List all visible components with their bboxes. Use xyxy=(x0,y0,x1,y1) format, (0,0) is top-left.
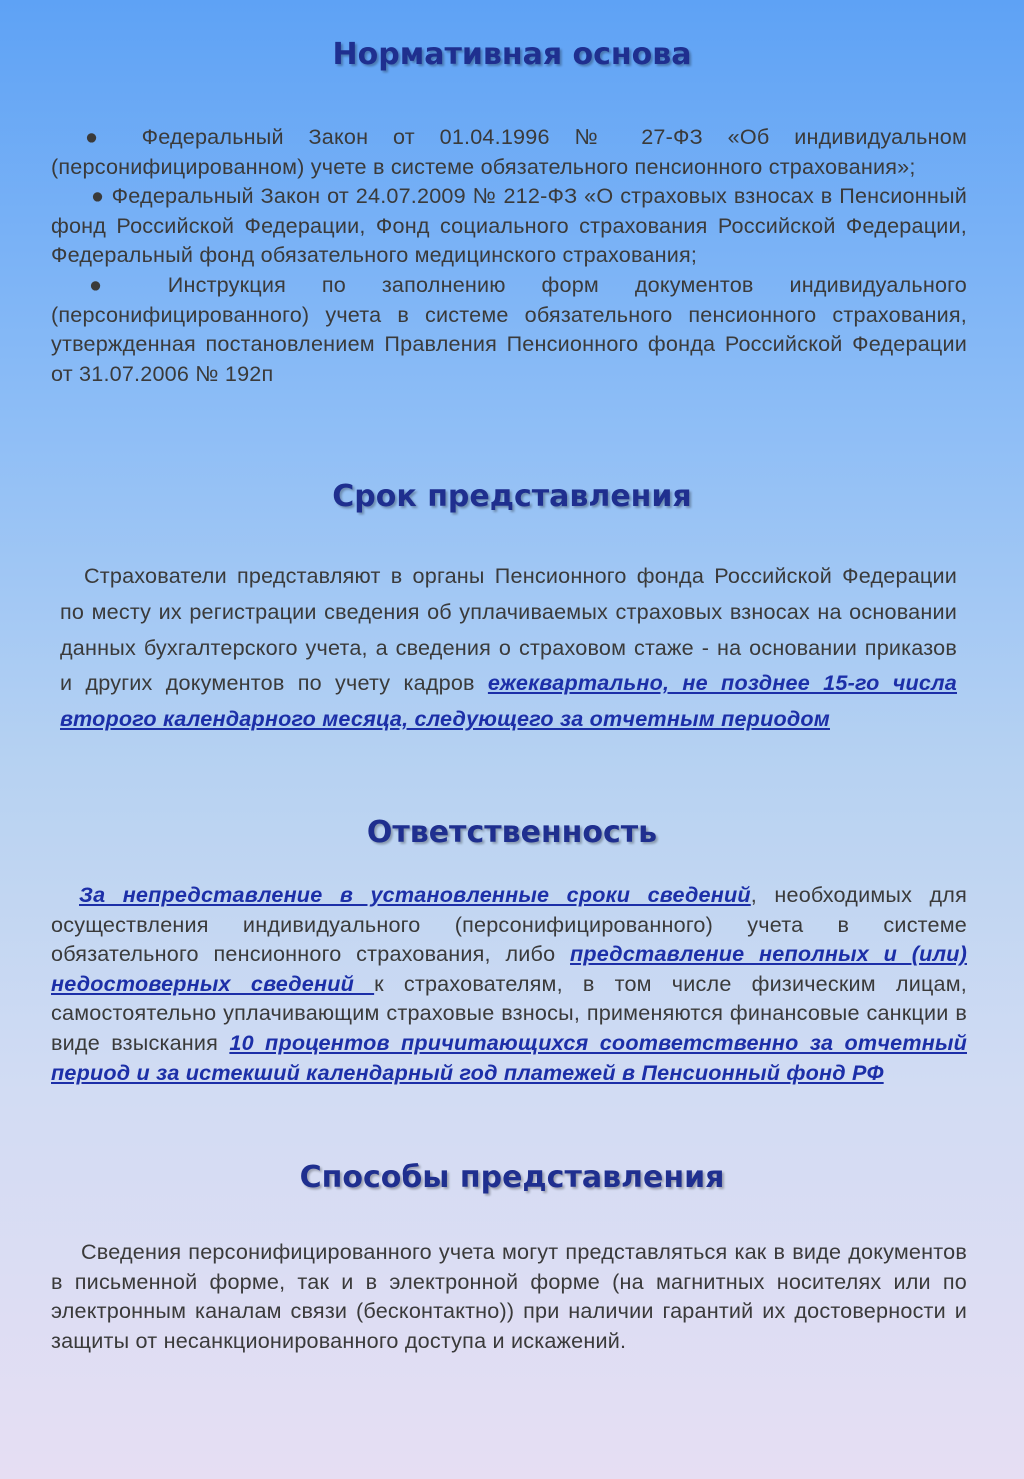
srok-text: Страхователи представляют в органы Пенсионного фонда Российской Федерации по месту их регистрации сведения об уплачиваемых страховых взносах на основании данных бухгалтерского учета, а сведения о страховом стаже - на основании приказов и других документов по учету кадров xyxy=(60,563,957,696)
heading-otvetstvennost: Ответственность xyxy=(366,815,658,850)
otvetstvennost-paragraph xyxy=(51,880,967,1087)
normativ-list xyxy=(51,122,967,388)
normativ-item-2: ● Федеральный Закон от 24.07.2009 № 212-ФЗ «О страховых взносах в Пенсионный фонд Российской Федерации, Фонд социального страхования Российской Федерации, Федеральный фонд обязательного медицинского страхования; xyxy=(51,183,967,268)
heading-normativ: Нормативная основа xyxy=(332,37,692,72)
heading-srok: Срок представления xyxy=(332,479,692,514)
srok-paragraph xyxy=(60,558,957,737)
sposoby-text: Сведения персонифицированного учета могут представляться как в виде документов в письменной форме, так и в электронной форме (на магнитных носителях или по электронным каналам связи (бесконтактно)) при наличии гарантий их достоверности и защиты от несанкционированного доступа и искажений. xyxy=(51,1239,967,1353)
otv-text-1: , необходимых для осуществления индивидуального (персонифицированного) учета в системе обязательного пенсионного страхования, либо xyxy=(51,882,967,967)
otv-emphasis-1: За непредставление в установленные сроки сведений xyxy=(79,882,751,907)
srok-deadline-emphasis: ежеквартально, не позднее 15-го числа второго календарного месяца, следующего за отчетным периодом xyxy=(60,670,957,732)
otv-text-2: к страхователям, в том числе физическим лицам, самостоятельно уплачивающим страховые взносы, применяются финансовые санкции в виде взыскания xyxy=(51,970,967,1055)
normativ-item-3: ● Инструкция по заполнению форм документов индивидуального (персонифицированного) учета в системе обязательного пенсионного страхования, утвержденная постановлением Правления Пенсионного фонда Российской Федерации от 31.07.2006 № 192п xyxy=(51,271,967,386)
heading-sposoby: Способы представления xyxy=(299,1160,725,1195)
sposoby-paragraph xyxy=(51,1237,967,1355)
otv-emphasis-2: представление неполных и (или) недостоверных сведений xyxy=(51,941,967,996)
otv-emphasis-3: 10 процентов причитающихся соответственно за отчетный период и за истекший календарный год платежей в Пенсионный фонд РФ xyxy=(51,1029,967,1085)
normativ-item-1: ● Федеральный Закон от 01.04.1996 № 27-ФЗ «Об индивидуальном (персонифицированном) учете в системе обязательного пенсионного страхования»; xyxy=(51,124,967,179)
